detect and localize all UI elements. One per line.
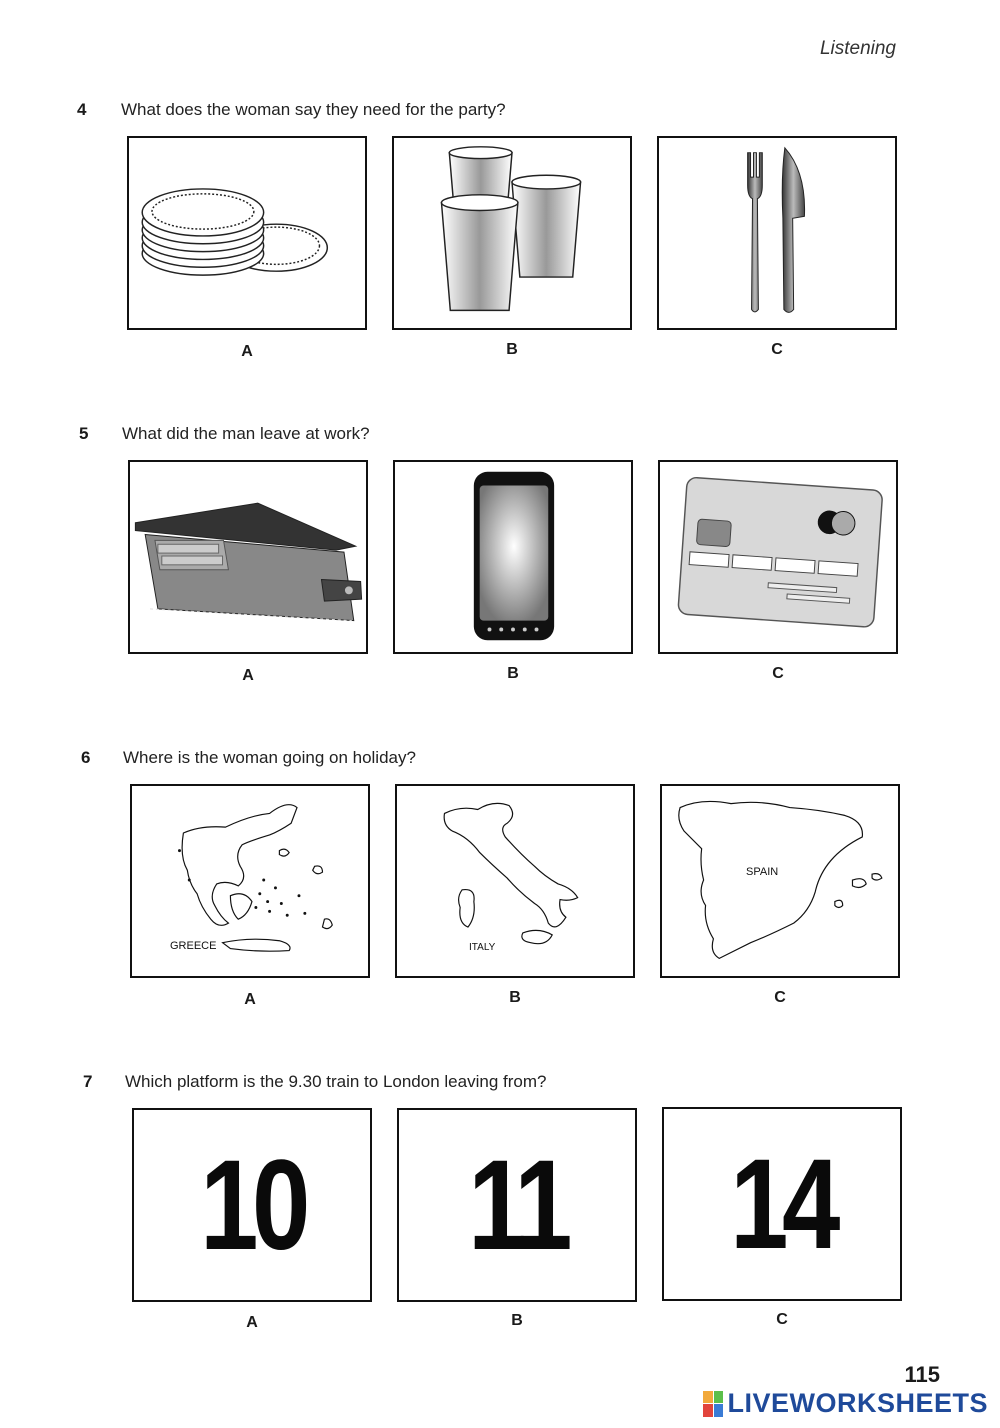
option-c-letter: C (776, 1311, 788, 1328)
option-a-letter: A (246, 1314, 258, 1331)
option-b-letter: B (506, 341, 518, 358)
question-number: 4 (77, 100, 87, 119)
page-number: 115 (904, 1362, 940, 1387)
paper-plates-icon (129, 138, 365, 328)
platform-number: 11 (468, 1133, 566, 1277)
credit-card-icon (660, 462, 896, 652)
option-c-image[interactable] (660, 784, 900, 978)
option-b-image[interactable] (392, 136, 632, 330)
platform-number: 10 (200, 1133, 304, 1277)
option-c-image[interactable] (658, 460, 898, 654)
platform-number: 14 (730, 1132, 834, 1276)
option-a-letter: A (242, 667, 254, 684)
wallet-icon (130, 462, 366, 652)
question-text: Which platform is the 9.30 train to London leaving from? (125, 1072, 547, 1091)
map-italy-icon (397, 786, 633, 976)
question-text: What does the woman say they need for the party? (121, 100, 506, 119)
map-label-italy: ITALY (469, 942, 496, 953)
option-c-letter: C (771, 341, 783, 358)
question-text: Where is the woman going on holiday? (123, 748, 416, 767)
option-c-letter: C (772, 665, 784, 682)
option-a-letter: A (244, 991, 256, 1008)
question-text: What did the man leave at work? (122, 424, 370, 443)
fork-and-knife-icon (659, 138, 895, 328)
map-label-spain: SPAIN (746, 866, 779, 878)
question-number: 6 (81, 748, 91, 767)
question-number: 7 (83, 1072, 93, 1091)
section-label: Listening (819, 38, 896, 59)
option-c-image[interactable] (662, 1107, 902, 1301)
option-b-image[interactable] (395, 784, 635, 978)
option-a-image[interactable] (132, 1108, 372, 1302)
map-label-greece: GREECE (170, 940, 217, 952)
paper-cups-icon (394, 138, 630, 328)
option-b-letter: B (511, 1312, 523, 1329)
option-b-image[interactable] (397, 1108, 637, 1302)
question-number: 5 (79, 424, 89, 443)
option-c-image[interactable] (657, 136, 897, 330)
option-b-image[interactable] (393, 460, 633, 654)
brand-logo[interactable] (703, 1388, 988, 1419)
option-a-letter: A (241, 343, 253, 360)
map-greece-icon (132, 786, 368, 976)
mobile-phone-icon (395, 462, 631, 652)
liveworksheets-icon (703, 1391, 723, 1417)
option-b-letter: B (509, 989, 521, 1006)
option-b-letter: B (507, 665, 519, 682)
map-spain-icon (662, 786, 898, 976)
option-a-image[interactable] (130, 784, 370, 978)
brand-name: LIVEWORKSHEETS (727, 1388, 988, 1418)
option-a-image[interactable] (128, 460, 368, 654)
option-c-letter: C (774, 989, 786, 1006)
option-a-image[interactable] (127, 136, 367, 330)
